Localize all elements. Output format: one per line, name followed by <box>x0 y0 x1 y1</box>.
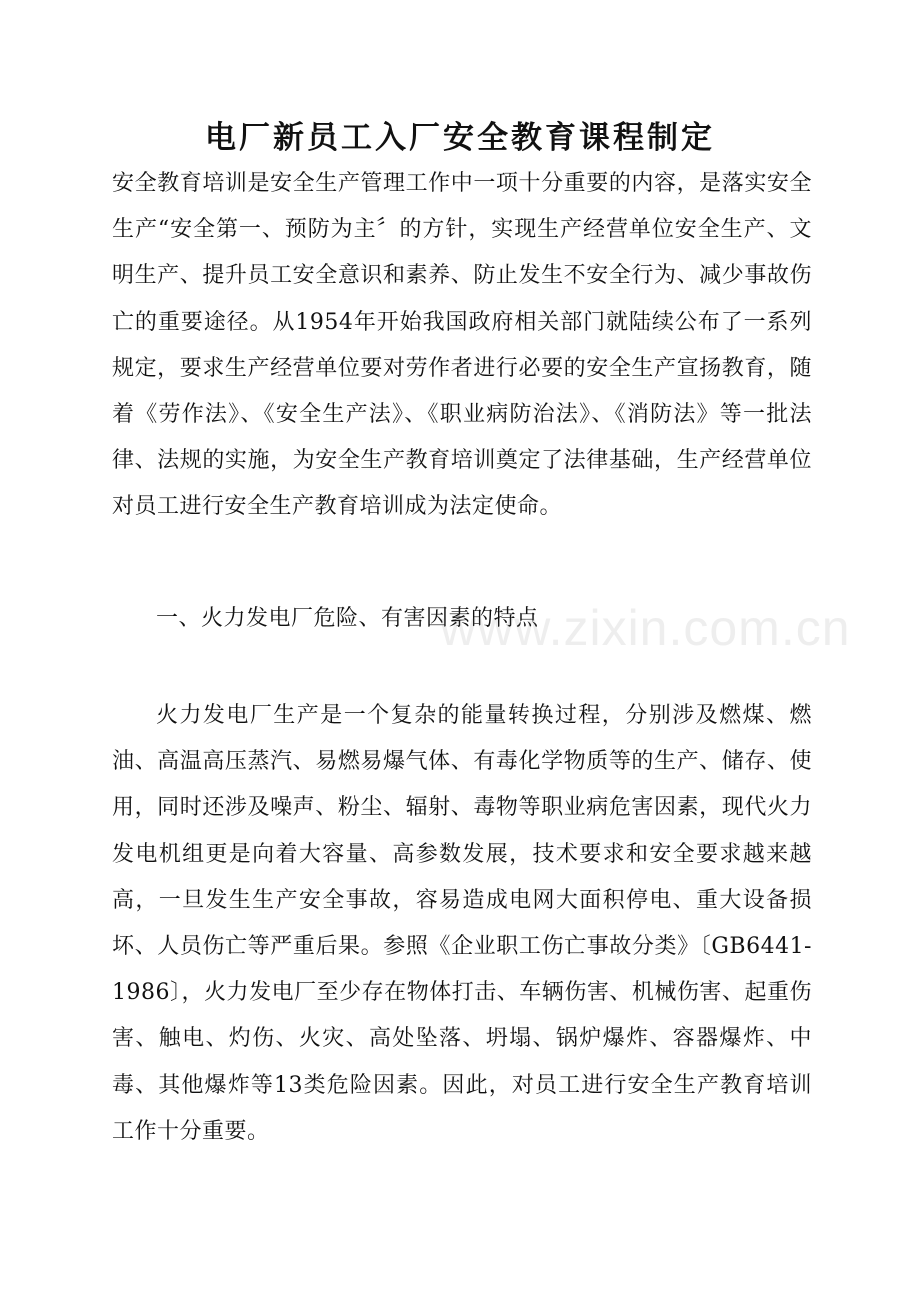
watermark-text: www.zixin.com.cn <box>440 600 851 656</box>
section-body-paragraph: 火力发电厂生产是一个复杂的能量转换过程，分别涉及燃煤、燃油、高温高压蒸汽、易燃易爆气体、有毒化学物质等的生产、储存、使用，同时还涉及噪声、粉尘、辐射、毒物等职业病危害因素，现代火力发电机组更是向着大容量、高参数发展，技术要求和安全要求越来越高，一旦发生生产安全事故，容易造成电网大面积停电、重大设备损坏、人员伤亡等严重后果。参照《企业职工伤亡事故分类》〔GB6441-1986〕，火力发电厂至少存在物体打击、车辆伤害、机械伤害、起重伤害、触电、灼伤、火灾、高处坠落、坍塌、锅炉爆炸、容器爆炸、中毒、其他爆炸等13类危险因素。因此，对员工进行安全生产教育培训工作十分重要。 <box>112 703 812 1144</box>
intro-paragraph: 安全教育培训是安全生产管理工作中一项十分重要的内容，是落实安全生产“安全第一、预防为主〞的方针，实现生产经营单位安全生产、文明生产、提升员工安全意识和素养、防止发生不安全行为、减少事故伤亡的重要途径。从1954年开始我国政府相关部门就陆续公布了一系列规定，要求生产经营单位要对劳作者进行必要的安全生产宣扬教育，随着《劳作法》、《安全生产法》、《职业病防治法》、《消防法》等一批法律、法规的实施，为安全生产教育培训奠定了法律基础，生产经营单位对员工进行安全生产教育培训成为法定使命。 <box>112 171 812 520</box>
section-heading: 一、火力发电厂危险、有害因素的特点 <box>156 606 539 631</box>
document-title: 电厂新员工入厂安全教育课程制定 <box>205 120 715 156</box>
